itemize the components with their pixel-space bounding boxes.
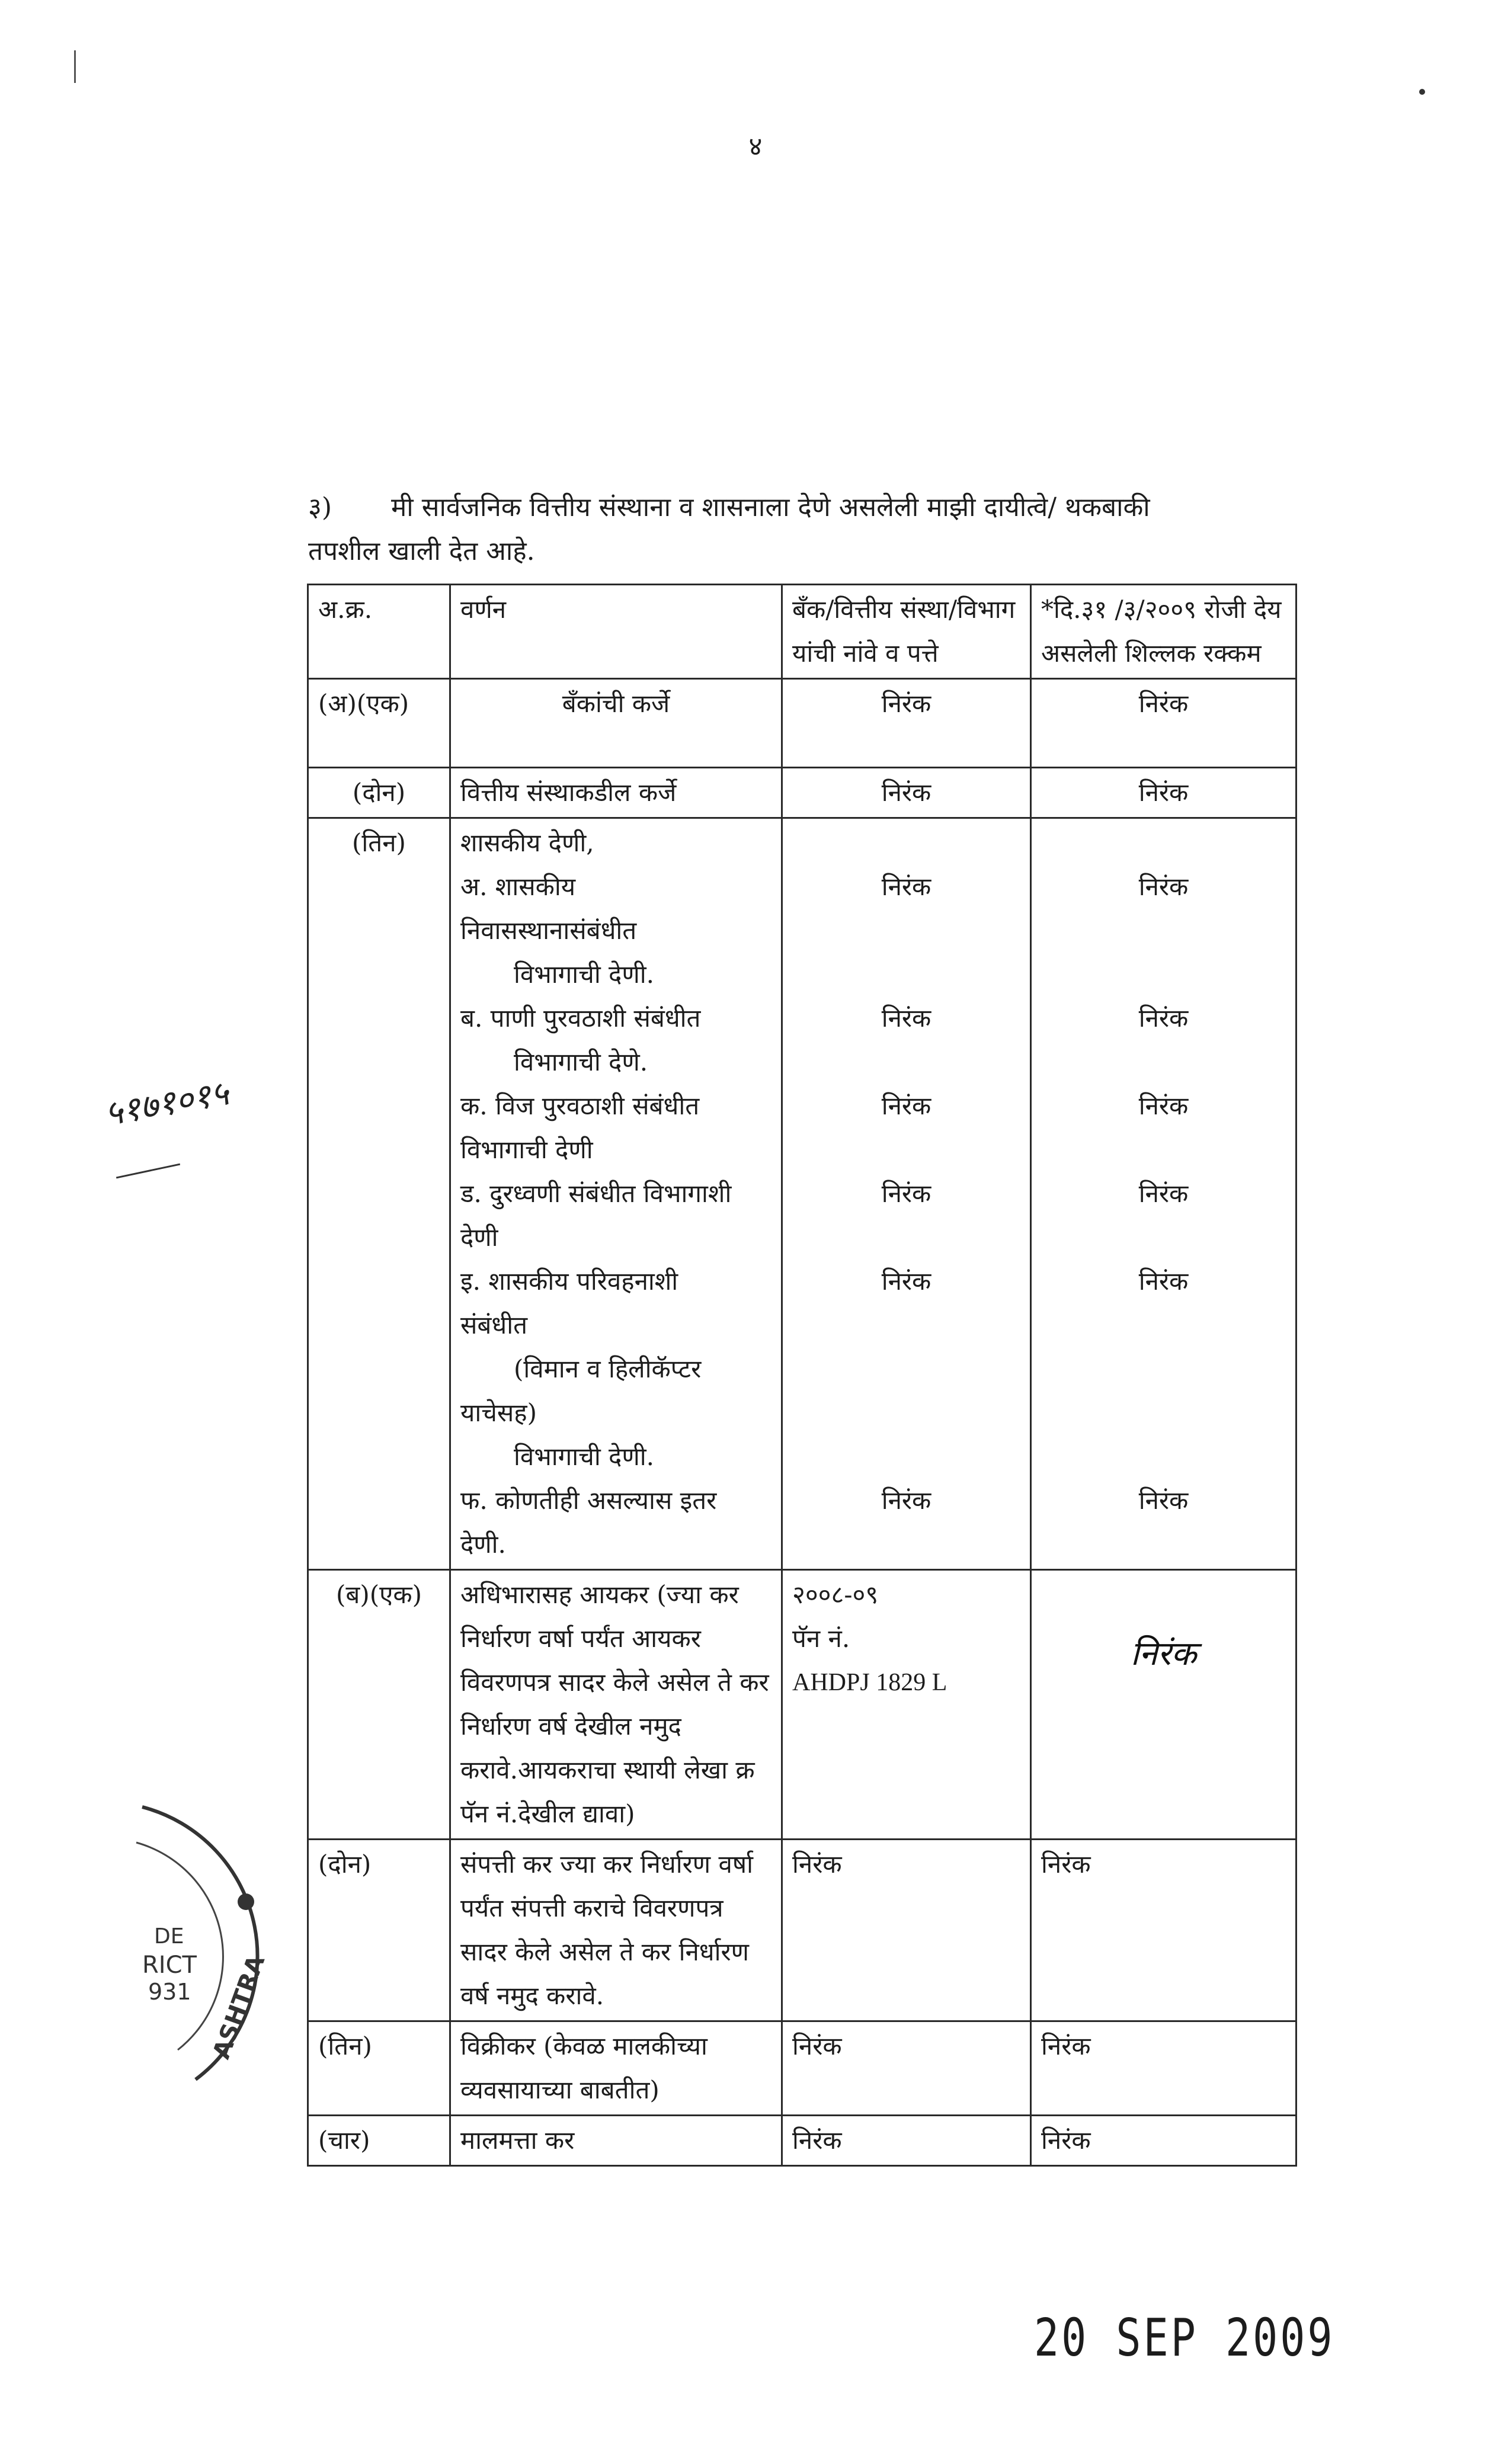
row-description: संपत्ती कर ज्या कर निर्धारण वर्षा पर्यंत संपत्ती कराचे विवरणपत्र सादर केले असेल ते कर निर्धारण वर्ष नमुद करावे. [450,1840,782,2021]
row-serial: (चार) [308,2116,450,2166]
row-description: वित्तीय संस्थाकडील कर्जे [450,768,782,818]
row-description: अधिभारासह आयकर (ज्या कर निर्धारण वर्षा पर्यंत आयकर विवरणपत्र सादर केले असेल ते कर निर्धारण वर्ष देखील नमुद करावे.आयकराचा स्थायी लेखा क्र पॅन नं.देखील द्यावा) [450,1570,782,1840]
row-bank: निरंक [782,2021,1031,2116]
intro-paragraph [308,486,1327,573]
row-description: बँकांची कर्जे [450,679,782,768]
table-row [308,2021,1296,2116]
row-amount [1031,1570,1296,1840]
govt-item-f [460,1479,771,1566]
govt-item-e [460,1260,771,1479]
header-bank: बँक/वित्तीय संस्था/विभाग यांची नांवे व पत्ते [782,585,1031,679]
seal-text: RICT [142,1952,197,1979]
row-amount: निरंक [1031,679,1296,768]
liabilities-table [307,584,1297,2167]
row-serial: (तिन) [308,818,450,1570]
tax-year: २००८-०९ [792,1580,879,1609]
row-amount: निरंक [1031,768,1296,818]
row-amount [1031,818,1296,1570]
row-serial: (ब)(एक) [308,1570,450,1840]
govt-item-amount: निरंक [1138,1004,1189,1033]
row-description: मालमत्ता कर [450,2116,782,2166]
govt-item-line: विभागाची देणे. [514,1047,648,1076]
govt-item-a [460,865,771,997]
govt-item-bank: निरंक [881,1267,931,1296]
seal-text: ASHTRA [207,1952,271,2063]
seal-text: 931 [148,1979,191,2005]
govt-item-amount: निरंक [1138,872,1189,901]
section-number: ३) [308,492,332,523]
header-description: वर्णन [450,585,782,679]
govt-item-bank: निरंक [881,1486,931,1515]
row-description [450,818,782,1570]
govt-item-line: इ. शासकीय परिवहनाशी [460,1267,678,1296]
govt-item-line: याचेसह) [460,1398,537,1427]
pan-label: पॅन नं. [792,1624,850,1653]
page-number: ४ [748,132,763,162]
row-description: विक्रीकर (केवळ मालकीच्या व्यवसायाच्या बाबतीत) [450,2021,782,2116]
govt-item-c [460,1084,771,1172]
table-row [308,768,1296,818]
row-bank [782,1570,1031,1840]
row-serial: (अ)(एक) [308,679,450,768]
row-bank: निरंक [782,768,1031,818]
scan-mark [74,50,76,83]
row-amount: निरंक [1031,2116,1296,2166]
row-bank [782,818,1031,1570]
table-row [308,1840,1296,2021]
govt-title: शासकीय देणी, [460,828,594,857]
table-header-row [308,585,1296,679]
govt-item-line: विभागाची देणी. [514,1442,654,1471]
govt-item-d [460,1172,771,1260]
govt-item-line: ब. पाणी पुरवठाशी संबंधीत [460,1004,701,1033]
row-amount: निरंक [1031,1840,1296,2021]
row-amount: निरंक [1031,2021,1296,2116]
govt-item-line: क. विज पुरवठाशी संबंधीत [460,1091,700,1120]
pan-number: AHDPJ 1829 L [792,1669,947,1696]
table-row-govt-dues [308,818,1296,1570]
govt-item-line: विभागाची देणी. [514,960,654,989]
row-serial: (दोन) [308,1840,450,2021]
intro-line-2: तपशील खाली देत आहे. [308,536,535,566]
header-amount: *दि.३१ /३/२००९ रोजी देय असलेली शिल्लक रक्कम [1031,585,1296,679]
row-bank: निरंक [782,2116,1031,2166]
govt-item-line: फ. कोणतीही असल्यास इतर [460,1486,717,1515]
govt-item-line: विभागाची देणी [460,1135,593,1164]
table-row [308,679,1296,768]
govt-item-amount: निरंक [1138,1267,1189,1296]
govt-item-amount: निरंक [1138,1091,1189,1120]
govt-item-amount: निरंक [1138,1486,1189,1515]
seal-text: DE [154,1924,184,1949]
govt-item-bank: निरंक [881,1004,931,1033]
row-bank: निरंक [782,1840,1031,2021]
header-serial: अ.क्र. [308,585,450,679]
handwritten-margin-note: ५१७१०१५ [101,1072,232,1134]
official-seal [107,1801,302,2097]
govt-item-b [460,997,771,1084]
table-row-income-tax [308,1570,1296,1840]
govt-item-line: अ. शासकीय [460,872,576,901]
govt-item-line: निवासस्थानासंबंधीत [460,916,637,945]
govt-item-bank: निरंक [881,1179,931,1208]
govt-item-line: देणी [460,1223,498,1252]
handwritten-amount: निरंक [1130,1635,1197,1673]
govt-item-bank: निरंक [881,1091,931,1120]
scan-dot [1419,89,1425,95]
govt-item-line: ड. दुरध्वणी संबंधीत विभागाशी [460,1179,732,1208]
date-stamp: 20 SEP 2009 [1034,2307,1335,2369]
row-serial: (तिन) [308,2021,450,2116]
govt-item-line: देणी. [460,1530,506,1559]
handwritten-stroke [116,1164,180,1179]
row-bank: निरंक [782,679,1031,768]
table-row [308,2116,1296,2166]
govt-item-bank: निरंक [881,872,931,901]
row-serial: (दोन) [308,768,450,818]
govt-item-line: संबंधीत [460,1310,528,1340]
govt-item-line: (विमान व हिलीकॅप्टर [514,1354,702,1383]
intro-line-1: मी सार्वजनिक वित्तीय संस्थाना व शासनाला देणे असलेली माझी दायीत्वे/ थकबाकी [391,492,1150,523]
govt-item-amount: निरंक [1138,1179,1189,1208]
